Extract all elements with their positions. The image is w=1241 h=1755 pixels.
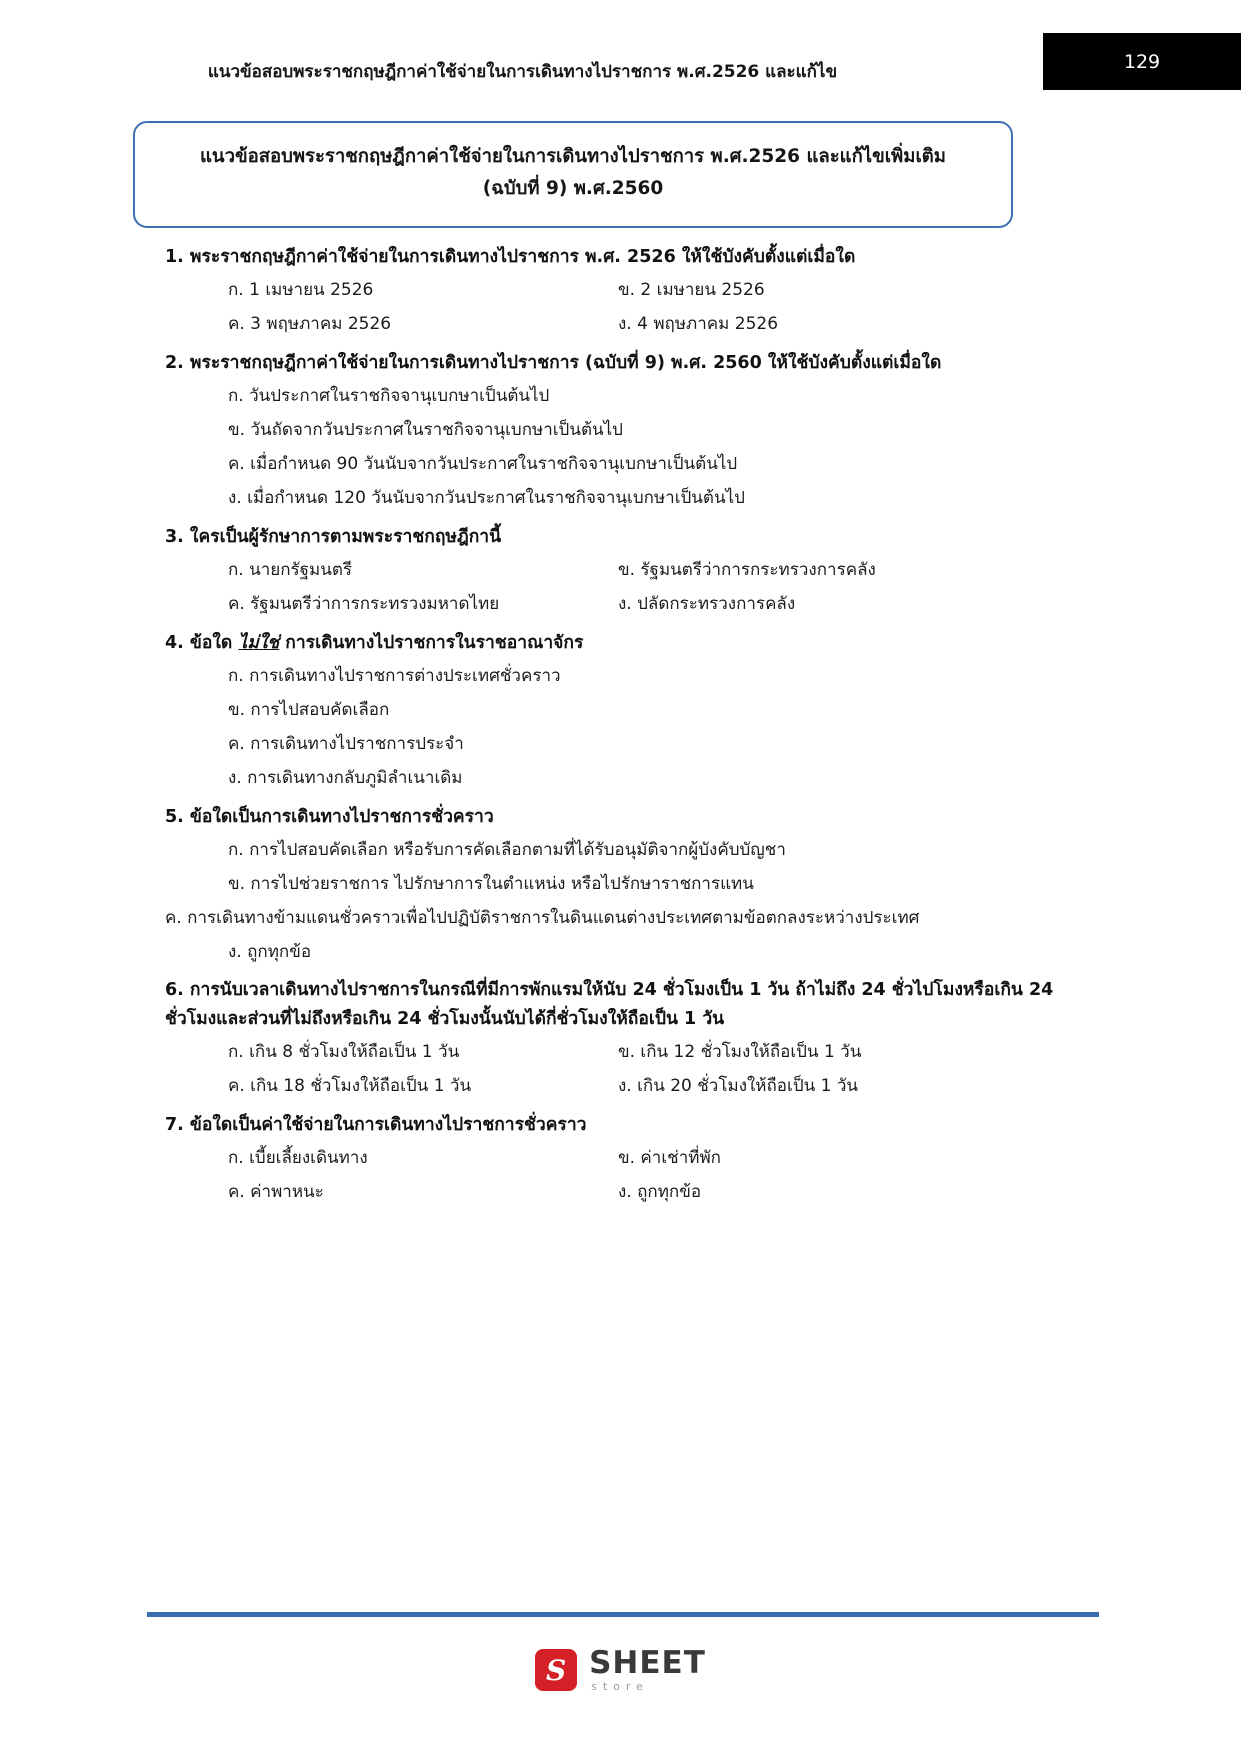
option-item[interactable]: ง. ปลัดกระทรวงการคลัง: [618, 594, 796, 615]
option-row: [228, 307, 1091, 341]
question-7-options: [165, 1141, 1091, 1209]
question-4-options: [165, 659, 1091, 794]
option-item[interactable]: ค. 3 พฤษภาคม 2526: [228, 314, 392, 335]
option-item[interactable]: ข. 2 เมษายน 2526: [618, 280, 765, 301]
option-item[interactable]: ก. การเดินทางไปราชการต่างประเทศชั่วคราว: [228, 666, 561, 687]
document-title-banner: แนวข้อสอบพระราชกฤษฎีกาค่าใช้จ่ายในการเดินทางไปราชการ พ.ศ.2526 และแก้ไขเพิ่มเติม (ฉบับที่ 9) พ.ศ.2560: [133, 121, 1013, 228]
option-row: [228, 1035, 1091, 1069]
option-row: [228, 1175, 1091, 1209]
question-4-text: [165, 629, 1091, 657]
question-6-options: [165, 1035, 1091, 1103]
option-item[interactable]: ค. การเดินทางไปราชการประจำ: [228, 733, 464, 754]
option-row: [228, 273, 1091, 307]
option-item[interactable]: ข. ค่าเช่าที่พัก: [618, 1148, 721, 1169]
question-2-text: 2. พระราชกฤษฎีกาค่าใช้จ่ายในการเดินทางไปราชการ (ฉบับที่ 9) พ.ศ. 2560 ให้ใช้บังคับตั้งแต่เมื่อใด: [165, 353, 942, 374]
question-7-text: 7. ข้อใดเป็นค่าใช้จ่ายในการเดินทางไปราชการชั่วคราว: [165, 1114, 587, 1135]
option-item[interactable]: ก. 1 เมษายน 2526: [228, 280, 374, 301]
question-4-text-post: การเดินทางไปราชการในราชอาณาจักร: [279, 632, 584, 653]
option-item[interactable]: ค. รัฐมนตรีว่าการกระทรวงมหาดไทย: [228, 594, 500, 615]
page-number-badge: [1043, 33, 1241, 90]
option-item[interactable]: ก. การไปสอบคัดเลือก หรือรับการคัดเลือกตามที่ได้รับอนุมัติจากผู้บังคับบัญชา: [228, 840, 786, 861]
questions-container: [0, 243, 1241, 1217]
option-row: [228, 587, 1091, 621]
option-item[interactable]: ค. เมื่อกำหนด 90 วันนับจากวันประกาศในราชกิจจานุเบกษาเป็นต้นไป: [228, 454, 738, 475]
question-5-options: [165, 833, 1091, 968]
option-item[interactable]: ก. เกิน 8 ชั่วโมงให้ถือเป็น 1 วัน: [228, 1042, 460, 1063]
footer-logo-main: SHEET: [589, 1645, 706, 1681]
option-item[interactable]: ง. การเดินทางกลับภูมิลำเนาเดิม: [228, 767, 463, 788]
option-item[interactable]: ข. การไปช่วยราชการ ไปรักษาการในตำแหน่ง หรือไปรักษาราชการแทน: [228, 873, 754, 894]
question-5-text: 5. ข้อใดเป็นการเดินทางไปราชการชั่วคราว: [165, 806, 494, 827]
page-header: [0, 0, 1241, 100]
option-item[interactable]: ง. เกิน 20 ชั่วโมงให้ถือเป็น 1 วัน: [618, 1076, 859, 1097]
page-number: 129: [1123, 50, 1161, 73]
question-3-options: [165, 553, 1091, 621]
option-row: [228, 1069, 1091, 1103]
option-item[interactable]: ค. ค่าพาหนะ: [228, 1182, 324, 1203]
option-item[interactable]: ก. นายกรัฐมนตรี: [228, 560, 353, 581]
option-item[interactable]: ค. เกิน 18 ชั่วโมงให้ถือเป็น 1 วัน: [228, 1076, 472, 1097]
footer-logo: [0, 1645, 1241, 1693]
question-2-options: [165, 379, 1091, 514]
option-item[interactable]: ง. 4 พฤษภาคม 2526: [618, 314, 779, 335]
footer-logo-sub: store: [591, 1680, 649, 1693]
option-item[interactable]: ก. เบี้ยเลี้ยงเดินทาง: [228, 1148, 368, 1169]
option-row: [228, 1141, 1091, 1175]
option-item[interactable]: ข. วันถัดจากวันประกาศในราชกิจจานุเบกษาเป็นต้นไป: [228, 420, 623, 441]
option-item[interactable]: ง. ถูกทุกข้อ: [618, 1182, 702, 1203]
running-header-title: แนวข้อสอบพระราชกฤษฎีกาค่าใช้จ่ายในการเดินทางไปราชการ พ.ศ.2526 และแก้ไข: [207, 62, 838, 82]
sheet-logo-icon: S: [535, 1649, 577, 1691]
option-item[interactable]: ค. การเดินทางข้ามแดนชั่วคราวเพื่อไปปฏิบัติราชการในดินแดนต่างประเทศตามข้อตกลงระหว่างประเทศ: [165, 907, 920, 928]
option-item[interactable]: ข. รัฐมนตรีว่าการกระทรวงการคลัง: [618, 560, 876, 581]
question-4-emphasis: ไม่ใช่: [238, 632, 280, 653]
option-item[interactable]: ก. วันประกาศในราชกิจจานุเบกษาเป็นต้นไป: [228, 386, 550, 407]
footer-logo-text: [589, 1645, 706, 1693]
option-item[interactable]: ง. ถูกทุกข้อ: [228, 941, 312, 962]
option-row: [228, 553, 1091, 587]
question-1-text: 1. พระราชกฤษฎีกาค่าใช้จ่ายในการเดินทางไปราชการ พ.ศ. 2526 ให้ใช้บังคับตั้งแต่เมื่อใด: [165, 247, 856, 267]
question-4-text-pre: 4. ข้อใด: [165, 632, 239, 653]
question-3-text: 3. ใครเป็นผู้รักษาการตามพระราชกฤษฎีกานี้: [165, 526, 502, 547]
footer-divider: [147, 1612, 1099, 1617]
option-item[interactable]: ข. การไปสอบคัดเลือก: [228, 700, 390, 721]
question-1-options: [165, 273, 1091, 341]
option-item[interactable]: ข. เกิน 12 ชั่วโมงให้ถือเป็น 1 วัน: [618, 1042, 862, 1063]
option-item[interactable]: ง. เมื่อกำหนด 120 วันนับจากวันประกาศในราชกิจจานุเบกษาเป็นต้นไป: [228, 487, 745, 508]
question-6-text: 6. การนับเวลาเดินทางไปราชการในกรณีที่มีการพักแรมให้นับ 24 ชั่วโมงเป็น 1 วัน ถ้าไม่ถึง 24 ชั่วไปโมงหรือเกิน 24 ชั่วโมงและส่วนที่ไม่ถึงหรือเกิน 24 ชั่วโมงนั้นนับได้กี่ชั่วโมงให้ถือเป็น 1 วัน: [165, 980, 1054, 1029]
